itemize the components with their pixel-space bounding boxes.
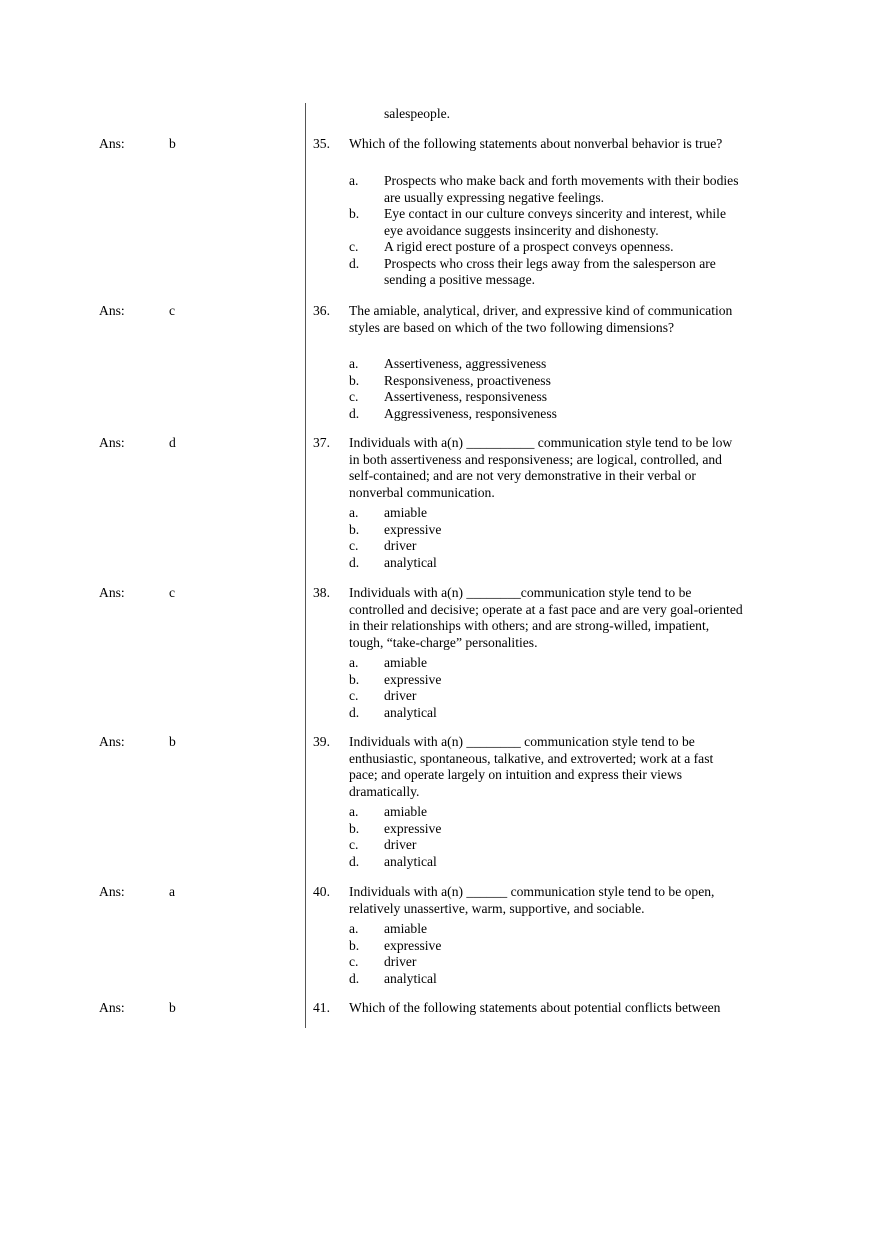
option-text: Assertiveness, aggressiveness (384, 356, 547, 371)
question-text: Individuals with a(n) ________communication style tend to be controlled and decisive; operate at a fast pace and are very goal-oriented in their relationships with others; and are strong-willed, impatient, tough, “take-charge” personalities. (349, 585, 743, 650)
option-item (349, 921, 749, 938)
question-number: 41. (313, 1000, 330, 1015)
option-text: Responsiveness, proactiveness (384, 372, 551, 388)
answer-value: b (169, 1000, 176, 1015)
answer-label: Ans: (99, 734, 125, 749)
option-item (349, 655, 749, 672)
option-text: amiable (384, 505, 428, 520)
answer-label: Ans: (99, 435, 125, 450)
option-text: amiable (384, 804, 428, 819)
answer-label: Ans: (99, 884, 125, 899)
option-list (349, 173, 749, 289)
option-text: A rigid erect posture of a prospect conveys openness. (384, 239, 674, 254)
option-letter: a. (349, 356, 359, 371)
option-text: driver (384, 954, 417, 969)
option-letter: a. (349, 173, 359, 188)
option-item (349, 672, 749, 689)
option-item (349, 837, 749, 854)
option-letter: a. (349, 804, 359, 819)
option-text: Assertiveness, responsiveness (384, 389, 548, 404)
question-number: 36. (313, 303, 330, 318)
option-item (349, 239, 749, 256)
option-letter: d. (349, 704, 360, 720)
option-letter: b. (349, 206, 360, 221)
option-item (349, 173, 749, 206)
question-number: 35. (313, 136, 330, 151)
option-letter: a. (349, 505, 359, 520)
option-text: Aggressiveness, responsiveness (384, 405, 557, 421)
option-list (349, 505, 749, 571)
option-text: driver (384, 837, 417, 852)
answer-value: a (169, 884, 176, 899)
option-text: analytical (384, 704, 437, 720)
answer-label: Ans: (99, 136, 125, 151)
option-letter: a. (349, 921, 359, 936)
option-item (349, 688, 749, 705)
option-letter: b. (349, 671, 360, 687)
option-letter: c. (349, 954, 359, 969)
option-letter: c. (349, 688, 359, 703)
answer-label: Ans: (99, 585, 125, 600)
question-text: The amiable, analytical, driver, and expressive kind of communication styles are based on which of the two following dimensions? (349, 303, 733, 335)
option-item (349, 821, 749, 838)
option-letter: d. (349, 970, 360, 986)
option-letter: b. (349, 937, 360, 953)
option-text: expressive (384, 820, 442, 836)
option-letter: b. (349, 820, 360, 836)
option-text: Eye contact in our culture conveys sincerity and interest, while eye avoidance suggests insincerity and dishonesty. (384, 206, 726, 238)
question-text: Individuals with a(n) ________ communication style tend to be enthusiastic, spontaneous, talkative, and extroverted; work at a fast pace; and operate largely on intuition and express their views dramatically. (349, 734, 714, 799)
option-letter: d. (349, 554, 360, 570)
option-letter: c. (349, 837, 359, 852)
question-number: 38. (313, 585, 330, 600)
question-number: 39. (313, 734, 330, 749)
option-item (349, 373, 749, 390)
option-text: analytical (384, 554, 437, 570)
option-item (349, 804, 749, 821)
option-letter: c. (349, 239, 359, 254)
option-text: amiable (384, 921, 428, 936)
answer-value: d (169, 435, 176, 450)
option-item (349, 389, 749, 406)
option-letter: c. (349, 389, 359, 404)
option-text: Prospects who make back and forth movements with their bodies are usually expressing negative feelings. (384, 173, 739, 205)
option-item (349, 971, 749, 988)
option-item (349, 505, 749, 522)
answer-value: c (169, 585, 176, 600)
column-divider (305, 103, 306, 1028)
option-list (349, 921, 749, 987)
question-number: 37. (313, 435, 330, 450)
option-letter: b. (349, 372, 360, 388)
answer-label: Ans: (99, 1000, 125, 1015)
option-item (349, 522, 749, 539)
question-text: Individuals with a(n) ______ communication style tend to be open, relatively unassertive, warm, supportive, and sociable. (349, 884, 715, 916)
option-list (349, 356, 749, 422)
option-letter: b. (349, 521, 360, 537)
option-text: expressive (384, 671, 442, 687)
continued-option-text: salespeople. (384, 106, 451, 121)
answer-value: c (169, 303, 176, 318)
answer-value: b (169, 734, 176, 749)
option-item (349, 538, 749, 555)
option-list (349, 655, 749, 721)
option-letter: c. (349, 538, 359, 553)
option-text: analytical (384, 970, 437, 986)
option-item (349, 206, 749, 239)
option-text: analytical (384, 853, 437, 869)
option-letter: d. (349, 853, 360, 869)
option-item (349, 256, 749, 289)
option-item (349, 705, 749, 722)
option-letter: d. (349, 255, 360, 271)
option-item (349, 954, 749, 971)
option-list (349, 804, 749, 870)
option-item (349, 854, 749, 871)
option-letter: d. (349, 405, 360, 421)
option-item (349, 406, 749, 423)
question-text: Which of the following statements about potential conflicts between (349, 1000, 721, 1015)
option-text: Prospects who cross their legs away from the salesperson are sending a positive message. (384, 255, 716, 287)
question-text: Which of the following statements about nonverbal behavior is true? (349, 136, 723, 151)
option-item (349, 938, 749, 955)
option-text: expressive (384, 521, 442, 537)
option-text: amiable (384, 655, 428, 670)
answer-label: Ans: (99, 303, 125, 318)
option-text: driver (384, 538, 417, 553)
question-number: 40. (313, 884, 330, 899)
option-item (349, 555, 749, 572)
answer-value: b (169, 136, 176, 151)
question-text: Individuals with a(n) __________ communication style tend to be low in both assertiveness and responsiveness; are logical, controlled, and self-contained; and are not very demonstrative in their verbal or nonverbal communication. (349, 435, 733, 500)
option-item (349, 356, 749, 373)
option-text: driver (384, 688, 417, 703)
option-letter: a. (349, 655, 359, 670)
option-text: expressive (384, 937, 442, 953)
